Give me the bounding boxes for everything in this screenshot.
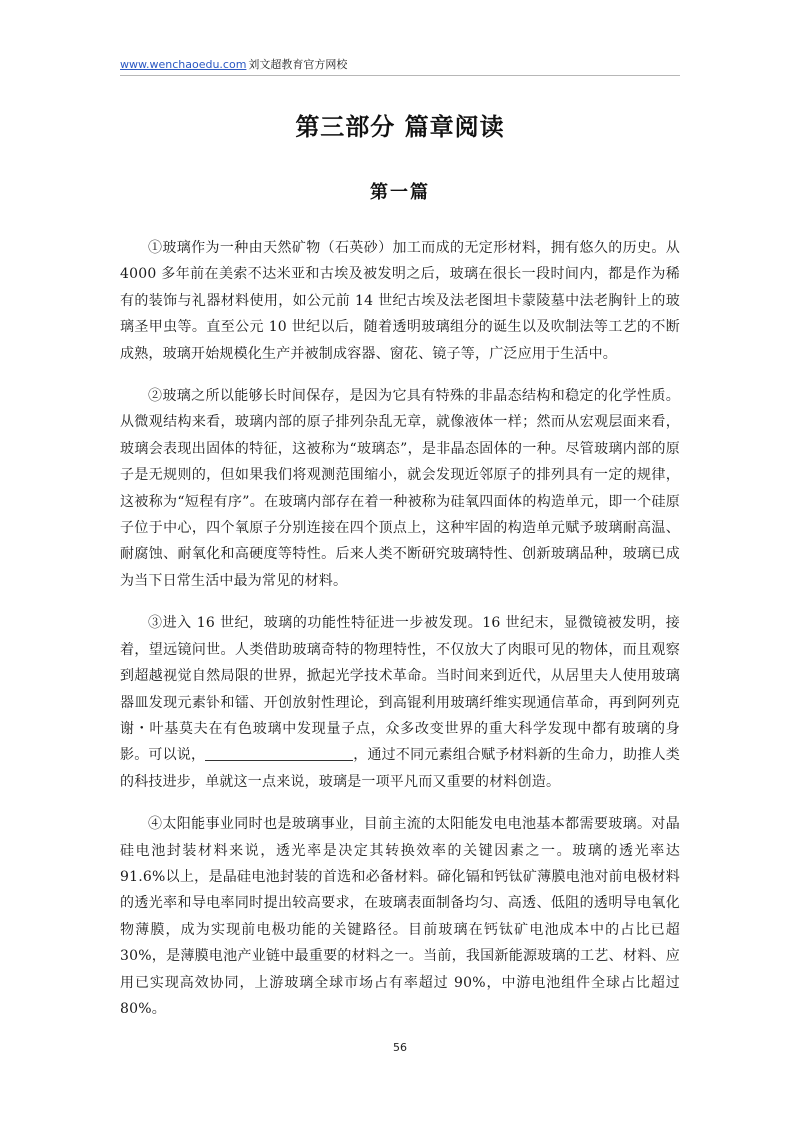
paragraph-2: ②玻璃之所以能够长时间保存，是因为它具有特殊的非晶态结构和稳定的化学性质。从微观结构来看，玻璃内部的原子排列杂乱无章，就像液体一样；然而从宏观层面来看，玻璃会表现出固体的特征，这被称为“玻璃态”，是非晶态固体的一种。尽管玻璃内部的原子是无规则的，但如果我们将观测范围缩小，就会发现近邻原子的排列具有一定的规律，这被称为“短程有序”。在玻璃内部存在着一种被称为硅氧四面体的构造单元，即一个硅原子位于中心，四个氧原子分别连接在四个顶点上，这种牢固的构造单元赋予玻璃耐高温、耐腐蚀、耐氧化和高硬度等特性。后来人类不断研究玻璃特性、创新玻璃品种，玻璃已成为当下日常生活中最为常见的材料。 bbox=[120, 388, 680, 589]
part-title: 第三部分 篇章阅读 bbox=[295, 113, 505, 141]
header-divider bbox=[120, 75, 680, 76]
paragraph-3 bbox=[120, 610, 680, 795]
paragraph-4: ④太阳能事业同时也是玻璃事业，目前主流的太阳能发电电池基本都需要玻璃。对晶硅电池封装材料来说，透光率是决定其转换效率的关键因素之一。玻璃的透光率达 91.6%以上，是晶硅电池封装的首选和必备材料。碲化镉和钙钛矿薄膜电池对前电极材料的透光率和导电率同时提出较高要求，在玻璃表面制备均匀、高透、低阻的透明导电氧化物薄膜，成为实现前电极功能的关键路径。目前玻璃在钙钛矿电池成本中的占比已超 30%，是薄膜电池产业链中最重要的材料之一。当前，我国新能源玻璃的工艺、材料、应用已实现高效协同，上游玻璃全球市场占有率超过 90%，中游电池组件全球占比超过 80%。 bbox=[120, 816, 680, 1017]
fill-in-blank bbox=[205, 759, 353, 761]
school-name: 刘文超教育官方网校 bbox=[248, 58, 348, 71]
article-body bbox=[120, 235, 680, 1038]
page-header bbox=[120, 57, 680, 73]
website-link[interactable]: www.wenchaoedu.com bbox=[120, 58, 247, 71]
page-number: 56 bbox=[393, 1041, 407, 1054]
paragraph-1: ①玻璃作为一种由天然矿物（石英砂）加工而成的无定形材料，拥有悠久的历史。从 4000 多年前在美索不达米亚和古埃及被发明之后，玻璃在很长一段时间内，都是作为稀有的装饰与礼器材料使用，如公元前 14 世纪古埃及法老图坦卡蒙陵墓中法老胸针上的玻璃圣甲虫等。直至公元 10 世纪以后，随着透明玻璃组分的诞生以及吹制法等工艺的不断成熟，玻璃开始规模化生产并被制成容器、窗花、镜子等，广泛应用于生活中。 bbox=[120, 240, 680, 362]
section-title: 第一篇 bbox=[370, 182, 430, 203]
paragraph-3-after-blank: ，通过不同元素组合赋予材料新的生命力，助推人类的科技进步，单就这一点来说，玻璃是一项平凡而又重要的材料创造。 bbox=[120, 747, 680, 790]
paragraph-3-before-blank: ③进入 16 世纪，玻璃的功能性特征进一步被发现。16 世纪末，显微镜被发明，接着，望远镜问世。人类借助玻璃奇特的物理特性，不仅放大了肉眼可见的物体，而且观察到超越视觉自然局限的世界，掀起光学技术革命。当时间来到近代，从居里夫人使用玻璃器皿发现元素钋和镭、开创放射性理论，到高锟利用玻璃纤维实现通信革命，再到阿列克谢・叶基莫夫在有色玻璃中发现量子点，众多改变世界的重大科学发现中都有玻璃的身影。可以说， bbox=[120, 615, 680, 764]
